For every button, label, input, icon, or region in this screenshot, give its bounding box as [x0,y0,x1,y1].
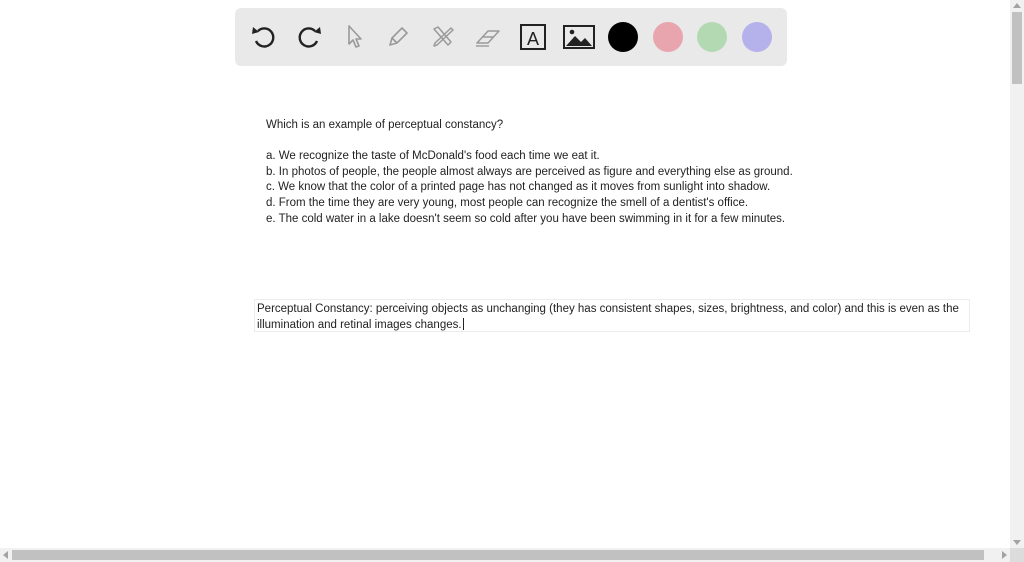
question-text: Which is an example of perceptual constancy? [266,119,504,131]
option-c: c. We know that the color of a printed page has not changed as it moves from sunlight into shadow. [266,181,771,194]
tools-button[interactable] [425,20,461,54]
eraser-icon [473,23,503,51]
text-box-icon [519,23,547,51]
text-tool-button[interactable] [515,20,551,54]
option-d: d. From the time they are very young, most people can recognize the smell of a dentist's office. [266,196,749,209]
undo-icon [249,22,279,52]
redo-button[interactable] [291,20,327,54]
redo-icon [294,22,324,52]
image-icon [562,23,596,51]
option-b: b. In photos of people, the people almost always are perceived as figure and everything else as ground. [266,165,793,178]
pencil-tool-button[interactable] [380,20,416,54]
color-pink-swatch[interactable] [653,22,683,52]
answer-text: Perceptual Constancy: perceiving objects as unchanging (they has consistent shapes, sizes, brightness, and color) and this is even as the illumination and retinal images changes. [257,303,959,331]
image-tool-button[interactable] [561,20,597,54]
option-a: a. We recognize the taste of McDonald's food each time we eat it. [266,150,600,163]
drawing-toolbar [235,8,787,66]
select-tool-button[interactable] [336,20,372,54]
pointer-icon [342,23,366,51]
horizontal-scroll-thumb[interactable] [12,550,984,560]
text-cursor [463,318,464,330]
option-e: e. The cold water in a lake doesn't seem so cold after you have been swimming in it for a few minutes. [266,212,786,225]
color-lavender-swatch[interactable] [742,22,772,52]
color-green-swatch[interactable] [697,22,727,52]
eraser-tool-button[interactable] [470,20,506,54]
scroll-left-arrow-icon[interactable] [3,551,8,559]
tools-icon [429,23,457,51]
svg-text:A: A [526,29,540,49]
undo-button[interactable] [246,20,282,54]
vertical-scroll-thumb[interactable] [1012,12,1022,84]
vertical-scrollbar[interactable] [1010,0,1024,548]
answer-text-box[interactable] [254,299,970,332]
scroll-right-arrow-icon[interactable] [1002,551,1007,559]
pencil-icon [384,23,412,51]
scrollbar-corner [1010,548,1024,562]
color-black-swatch[interactable] [608,22,638,52]
scroll-up-arrow-icon[interactable] [1013,3,1021,8]
question-block [266,118,866,227]
horizontal-scrollbar[interactable] [0,548,1010,562]
scroll-down-arrow-icon[interactable] [1013,540,1021,545]
